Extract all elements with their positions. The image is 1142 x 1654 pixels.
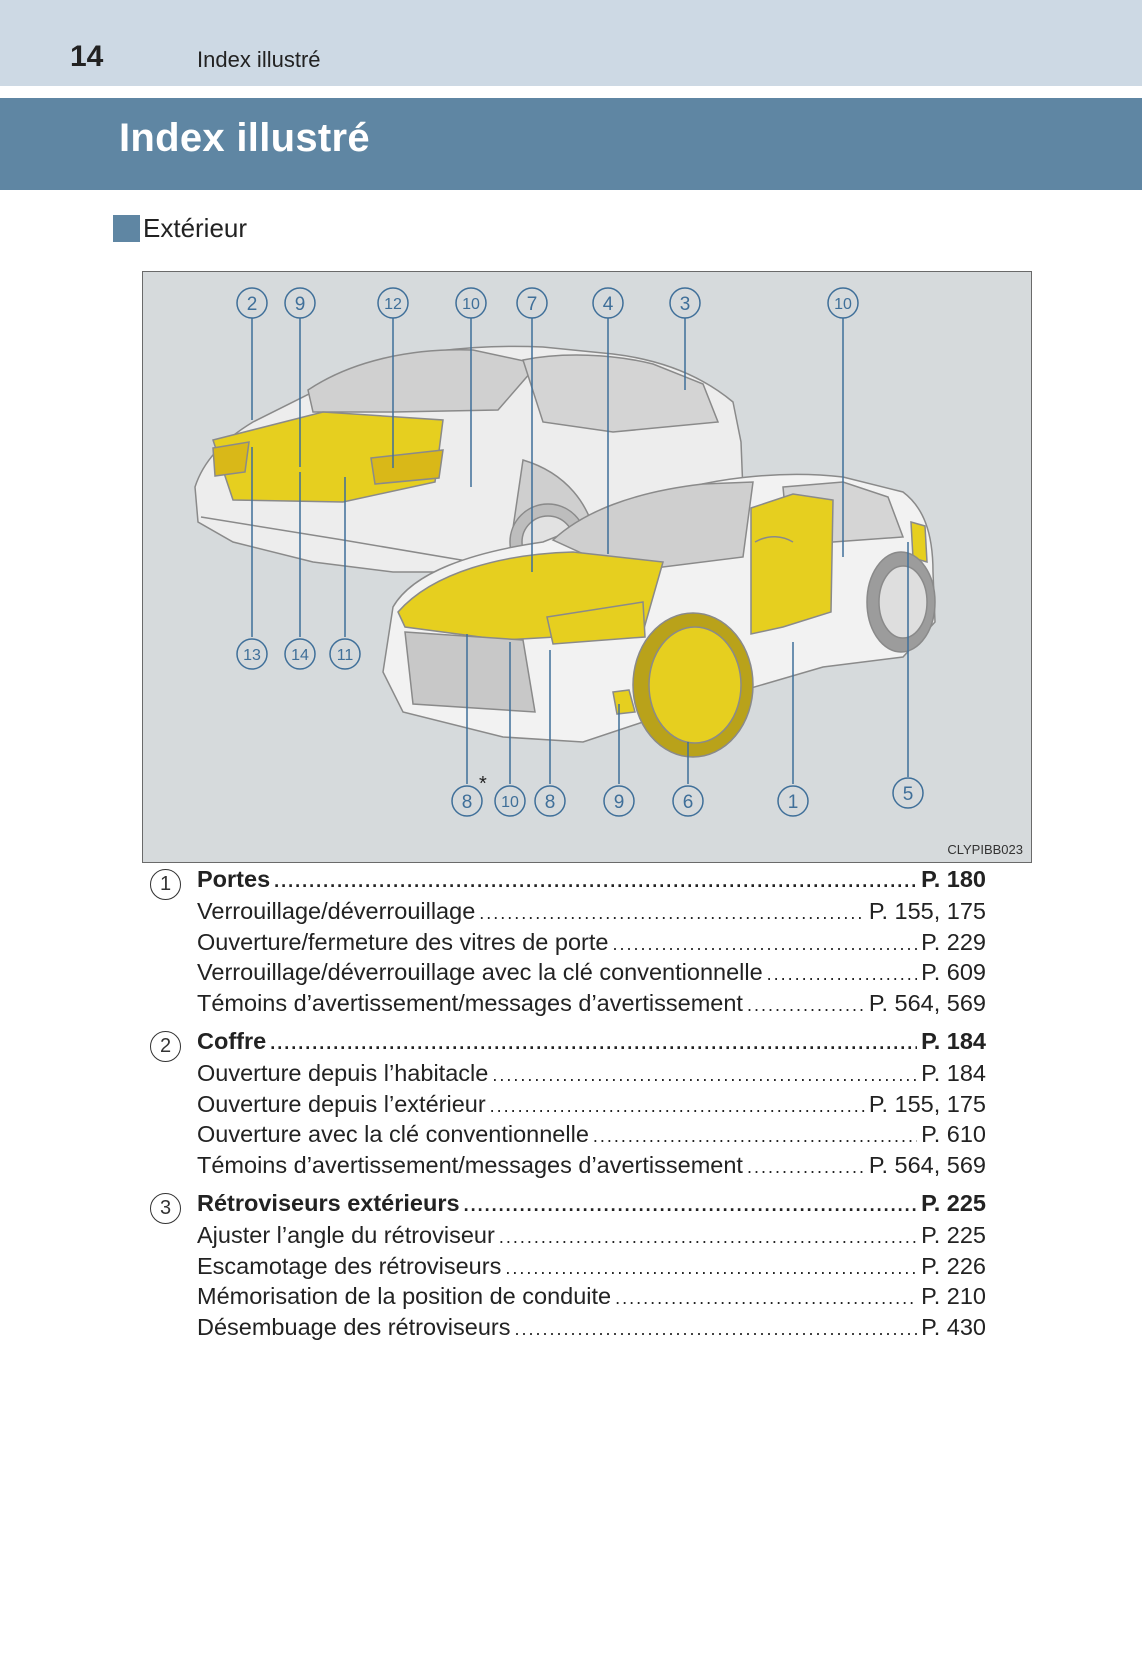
entry-label: Témoins d’avertissement/messages d’avertissement <box>197 989 743 1016</box>
entry-item <box>150 1314 986 1345</box>
entry-page: P. 225 <box>921 1190 986 1216</box>
running-title: Index illustré <box>197 47 321 72</box>
entry-item <box>150 929 986 960</box>
entry-page: P. 564, 569 <box>868 989 986 1016</box>
svg-text:10: 10 <box>834 296 852 313</box>
entry-label: Ouverture/fermeture des vitres de porte <box>197 928 609 955</box>
callout-bottom-8a <box>452 786 482 816</box>
entry-page: P. 564, 569 <box>868 1151 986 1178</box>
entry-label: Ouverture avec la clé conventionnelle <box>197 1121 589 1147</box>
svg-text:3: 3 <box>679 294 691 315</box>
car-drawing <box>143 272 1032 863</box>
header-band <box>0 0 1142 86</box>
entry-item <box>150 898 986 929</box>
callout-top-3 <box>670 288 700 318</box>
entry-item <box>150 1152 986 1183</box>
figure-code: CLYPIBB023 <box>947 842 1023 857</box>
svg-text:4: 4 <box>602 294 614 315</box>
callout-bottom-5 <box>893 778 923 808</box>
entry-item <box>150 1121 986 1152</box>
svg-text:9: 9 <box>613 792 625 813</box>
entry-page: P. 180 <box>921 866 986 892</box>
entry-item <box>150 1091 986 1122</box>
entry-main <box>150 1028 986 1060</box>
entry-page: P. 184 <box>921 1028 986 1054</box>
callout-bottom-6 <box>673 786 703 816</box>
entry-label: Rétroviseurs extérieurs <box>197 1190 460 1216</box>
entry-page: P. 225 <box>921 1222 986 1248</box>
entry-label: Verrouillage/déverrouillage <box>197 898 476 924</box>
entry-page: P. 609 <box>921 959 986 985</box>
entry-label: Désembuage des rétroviseurs <box>197 1313 511 1340</box>
car-illustration <box>142 271 1032 863</box>
callout-bottom-1 <box>778 786 808 816</box>
svg-text:12: 12 <box>384 296 402 313</box>
entry-page: P. 155, 175 <box>868 1090 986 1117</box>
entry-item <box>150 1253 986 1284</box>
svg-text:13: 13 <box>243 647 261 664</box>
front-door-highlight <box>751 494 833 634</box>
svg-text:2: 2 <box>246 294 258 315</box>
section-square-icon <box>113 215 140 242</box>
entry-label: Témoins d’avertissement/messages d’avertissement <box>197 1151 743 1178</box>
entry-item <box>150 1060 986 1091</box>
group-number: 2 <box>150 1031 181 1062</box>
callout-top-12 <box>378 288 408 318</box>
callout-top-10b <box>828 288 858 318</box>
entry-label: Escamotage des rétroviseurs <box>197 1252 502 1279</box>
entry-page: P. 184 <box>921 1060 986 1086</box>
entry-label: Ajuster l’angle du rétroviseur <box>197 1222 495 1248</box>
callout-top-10a <box>456 288 486 318</box>
entry-page: P. 430 <box>921 1313 986 1340</box>
svg-text:11: 11 <box>336 647 354 664</box>
title-band <box>0 98 1142 190</box>
svg-text:10: 10 <box>501 794 519 811</box>
entry-label: Verrouillage/déverrouillage avec la clé conventionnelle <box>197 959 763 985</box>
entry-label: Portes <box>197 866 271 892</box>
entry-item <box>150 1283 986 1314</box>
callout-bottom-8b <box>535 786 565 816</box>
entry-group-doors <box>150 866 986 1020</box>
callout-mid-13 <box>237 639 267 669</box>
page-number: 14 <box>70 40 104 73</box>
entry-item <box>150 959 986 990</box>
svg-text:7: 7 <box>526 294 538 315</box>
entry-main <box>150 866 986 898</box>
callout-top-4 <box>593 288 623 318</box>
svg-text:8: 8 <box>461 792 473 813</box>
svg-text:6: 6 <box>682 792 694 813</box>
section-heading <box>113 212 247 244</box>
callout-mid-14 <box>285 639 315 669</box>
callout-top-7 <box>517 288 547 318</box>
entry-label: Ouverture depuis l’habitacle <box>197 1060 489 1086</box>
svg-text:9: 9 <box>294 294 306 315</box>
entry-page: P. 155, 175 <box>868 898 986 924</box>
section-label: Extérieur <box>143 212 248 243</box>
entry-label: Mémorisation de la position de conduite <box>197 1283 612 1309</box>
entry-page: P. 610 <box>921 1121 986 1147</box>
entry-page: P. 226 <box>921 1252 986 1279</box>
group-number: 1 <box>150 869 181 900</box>
entry-label: Coffre <box>197 1028 267 1054</box>
svg-text:5: 5 <box>902 784 914 805</box>
entry-label: Ouverture depuis l’extérieur <box>197 1090 486 1117</box>
group-number: 3 <box>150 1193 181 1224</box>
entry-page: P. 229 <box>921 928 986 955</box>
svg-text:14: 14 <box>291 647 309 664</box>
callout-bottom-9 <box>604 786 634 816</box>
index-entries <box>150 866 986 1352</box>
entry-group-trunk <box>150 1028 986 1182</box>
asterisk-mark: * <box>479 773 487 795</box>
entry-item <box>150 1222 986 1253</box>
callout-mid-11 <box>330 639 360 669</box>
page-title: Index illustré <box>119 116 370 160</box>
entry-main <box>150 1190 986 1222</box>
svg-text:8: 8 <box>544 792 556 813</box>
entry-item <box>150 990 986 1021</box>
entry-page: P. 210 <box>921 1283 986 1309</box>
callout-top-2 <box>237 288 267 318</box>
callout-top-9 <box>285 288 315 318</box>
svg-text:1: 1 <box>787 792 799 813</box>
svg-text:10: 10 <box>462 296 480 313</box>
entry-group-mirrors <box>150 1190 986 1344</box>
callout-bottom-10 <box>495 786 525 816</box>
